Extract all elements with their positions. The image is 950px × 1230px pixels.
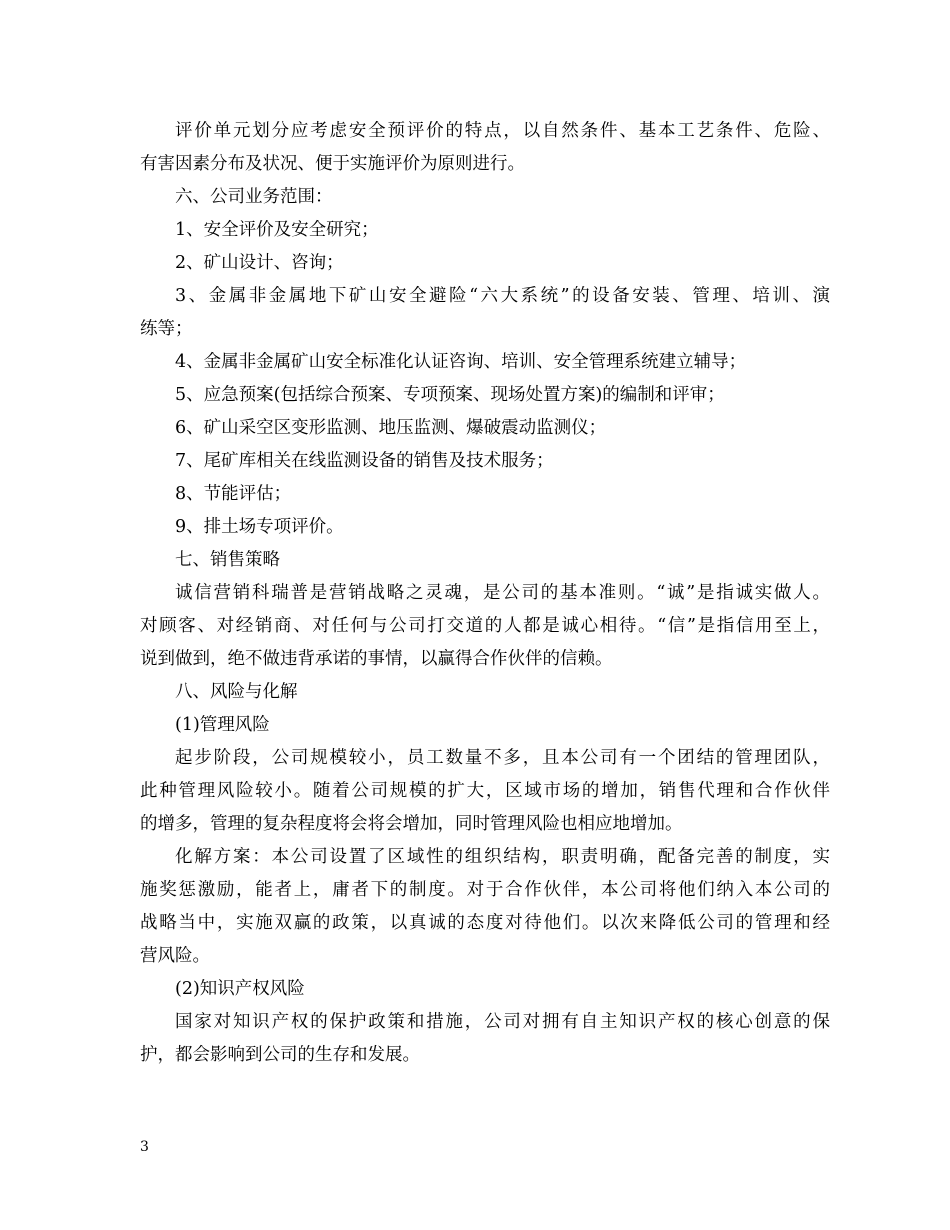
paragraph-line: 说到做到，绝不做违背承诺的事情，以赢得合作伙伴的信赖。 [140,649,613,669]
paragraph-line: 国家对知识产权的保护政策和措施，公司对拥有自主知识产权的核心创意的保 [175,1012,830,1032]
document-body [140,115,830,1072]
paragraph-line: 战略当中，实施双赢的政策，以真诚的态度对待他们。以次来降低公司的管理和经 [140,913,830,933]
paragraph-line: 评价单元划分应考虑安全预评价的特点，以自然条件、基本工艺条件、危险、 [175,121,830,141]
list-item: 9、排土场专项评价。 [175,517,344,537]
subsection-heading: (2)知识产权风险 [175,979,305,999]
paragraph-line: 护，都会影响到公司的生存和发展。 [140,1045,420,1065]
section-heading: 六、公司业务范围： [175,187,333,207]
paragraph-line: 的增多，管理的复杂程度将会将会增加，同时管理风险也相应地增加。 [140,814,683,834]
subsection-heading: (1)管理风险 [175,715,270,735]
list-item: 8、节能评估； [175,484,292,504]
list-item: 5、应急预案(包括综合预案、专项预案、现场处置方案)的编制和评审； [175,385,725,405]
paragraph-line: 诚信营销科瑞普是营销战略之灵魂，是公司的基本准则。“诚”是指诚实做人。 [175,583,830,603]
list-item: 6、矿山采空区变形监测、地压监测、爆破震动监测仪； [175,418,607,438]
paragraph-line: 化解方案：本公司设置了区域性的组织结构，职责明确，配备完善的制度，实 [175,847,830,867]
list-item: 2、矿山设计、咨询； [175,253,344,273]
paragraph-line: 起步阶段，公司规模较小，员工数量不多，且本公司有一个团结的管理团队， [175,748,830,768]
page-number: 3 [140,1139,149,1155]
paragraph-line: 施奖惩激励，能者上，庸者下的制度。对于合作伙伴，本公司将他们纳入本公司的 [140,880,830,900]
section-heading: 七、销售策略 [175,550,280,570]
list-item: 4、金属非金属矿山安全标准化认证咨询、培训、安全管理系统建立辅导； [175,352,747,372]
list-item-continuation: 练等； [140,319,193,339]
paragraph-line: 有害因素分布及状况、便于实施评价为原则进行。 [140,154,525,174]
paragraph-line: 此种管理风险较小。随着公司规模的扩大，区域市场的增加，销售代理和合作伙伴 [140,781,830,801]
list-item: 7、尾矿库相关在线监测设备的销售及技术服务； [175,451,554,471]
paragraph-line: 营风险。 [140,946,210,966]
list-item: 1、安全评价及安全研究； [175,220,379,240]
paragraph-line: 对顾客、对经销商、对任何与公司打交道的人都是诚心相待。“信”是指信用至上， [140,616,830,636]
list-item: 3、金属非金属地下矿山安全避险“六大系统”的设备安装、管理、培训、演 [175,286,830,306]
section-heading: 八、风险与化解 [175,682,298,702]
